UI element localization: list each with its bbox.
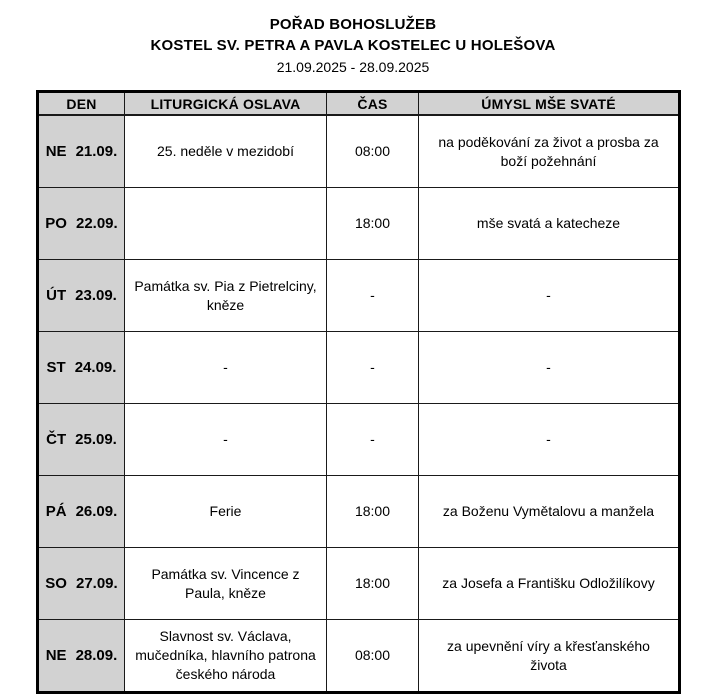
day-date: 27.09. [75,575,118,592]
table-row [38,260,680,332]
time-cell: - [327,404,419,476]
table-row [38,404,680,476]
intention-cell: za Boženu Vymětalovu a manžela [419,476,680,548]
header-row [38,92,680,116]
table-row [38,188,680,260]
day-date: 26.09. [75,503,118,520]
day-date: 25.09. [75,431,117,448]
day-abbrev: PO [45,215,67,232]
celebration-cell: 25. neděle v mezidobí [125,115,327,188]
intention-cell: - [419,332,680,404]
document-header [0,0,706,78]
time-cell: - [327,260,419,332]
table-row [38,332,680,404]
day-abbrev: NE [45,647,67,664]
day-date: 23.09. [75,287,117,304]
table-row [38,548,680,620]
day-cell [38,476,125,548]
day-date: 24.09. [74,359,117,376]
table-row [38,115,680,188]
celebration-cell: - [125,404,327,476]
intention-cell: - [419,404,680,476]
table-header [38,92,680,116]
intention-cell: - [419,260,680,332]
date-range: 21.09.2025 - 28.09.2025 [276,59,430,75]
table-row [38,476,680,548]
intention-cell: mše svatá a katecheze [419,188,680,260]
time-cell: 08:00 [327,115,419,188]
intention-cell: za upevnění víry a křesťanského života [419,620,680,693]
schedule-body [38,115,680,693]
intention-cell: na poděkování za život a prosba za boží požehnání [419,115,680,188]
column-header-umysl-mse-svate: ÚMYSL MŠE SVATÉ [419,92,680,116]
intention-cell: za Josefa a Františku Odložilíkovy [419,548,680,620]
time-cell: 08:00 [327,620,419,693]
day-cell [38,332,125,404]
time-cell: 18:00 [327,548,419,620]
day-abbrev: ST [46,359,66,376]
day-abbrev: PÁ [45,503,67,520]
day-cell [38,548,125,620]
day-date: 28.09. [75,647,118,664]
day-abbrev: ČT [46,431,67,448]
day-cell [38,404,125,476]
day-cell [38,115,125,188]
celebration-cell: Slavnost sv. Václava, mučedníka, hlavního patrona českého národa [125,620,327,693]
celebration-cell: Památka sv. Pia z Pietrelciny, kněze [125,260,327,332]
celebration-cell [125,188,327,260]
day-date: 21.09. [75,143,118,160]
table-row [38,620,680,693]
day-cell [38,188,125,260]
column-header-liturgicka-oslava: LITURGICKÁ OSLAVA [125,92,327,116]
day-abbrev: NE [45,143,67,160]
day-cell [38,260,125,332]
day-date: 22.09. [75,215,118,232]
celebration-cell: - [125,332,327,404]
day-cell [38,620,125,693]
celebration-cell: Památka sv. Vincence z Paula, kněze [125,548,327,620]
page-title: POŘAD BOHOSLUŽEB [269,16,437,33]
time-cell: 18:00 [327,188,419,260]
page-subtitle: KOSTEL SV. PETRA A PAVLA KOSTELEC U HOLEŠOVA [150,37,556,54]
celebration-cell: Ferie [125,476,327,548]
schedule-table [36,90,681,694]
time-cell: 18:00 [327,476,419,548]
column-header-den: DEN [38,92,125,116]
day-abbrev: ÚT [46,287,67,304]
time-cell: - [327,332,419,404]
column-header-cas: ČAS [327,92,419,116]
day-abbrev: SO [45,575,67,592]
